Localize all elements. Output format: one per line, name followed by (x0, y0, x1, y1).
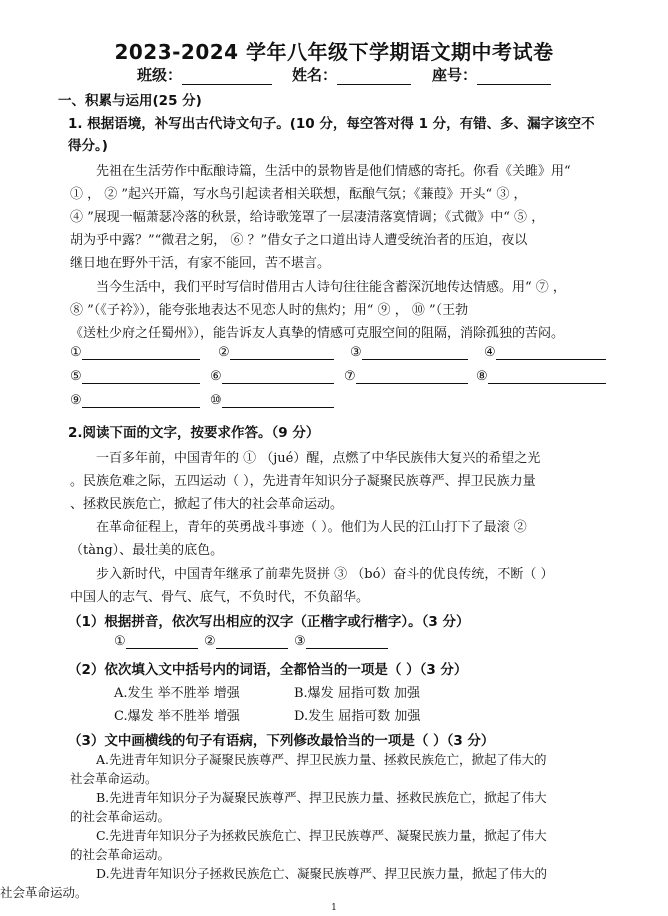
option-d-line2: 社会革命运动。 (0, 885, 88, 900)
q1-text-line: 继日地在野外干活，有家不能回，苦不堪言。 (70, 256, 331, 271)
option-a[interactable]: A.发生 举不胜举 增强 (114, 686, 240, 701)
answer-number: ② (218, 345, 230, 360)
option-b-line2: 的社会革命运动。 (70, 809, 171, 824)
q1-heading-line1: 1. 根据语境，补写出古代诗文句子。(10 分，每空答对得 1 分，有错、多、漏字该空不 (68, 116, 595, 132)
option-a-line1[interactable]: A.先进青年知识分子凝聚民族尊严、捍卫民族力量、拯救民族危亡，掀起了伟大的 (96, 752, 547, 767)
sub1-blank-1[interactable] (114, 634, 198, 649)
answer-slot-1[interactable] (70, 345, 200, 360)
q1-text-line: 胡为乎中露？”“微君之躬， ⑥ ？”借女子之口道出诗人遭受统治者的压迫，夜以 (70, 233, 528, 248)
answer-number: ① (70, 345, 82, 360)
answer-line[interactable] (216, 634, 288, 649)
answer-number: ⑨ (70, 393, 82, 408)
answer-line[interactable] (230, 345, 334, 360)
answer-line[interactable] (306, 634, 388, 649)
answer-number: ③ (350, 345, 362, 360)
q2-text-line: 在革命征程上，青年的英勇战斗事迹（ ）。他们为人民的江山打下了最滚 ② (96, 520, 527, 535)
q1-text-line: 当今生活中，我们平时写信时借用古人诗句往往能含蓄深沉地传达情感。用“ ⑦ ， (96, 280, 566, 295)
q2-sub3: （3）文中画横线的句子有语病，下列修改最恰当的一项是（ ）（3 分） (68, 733, 495, 749)
answer-number: ② (204, 634, 216, 649)
answer-line[interactable] (82, 369, 200, 384)
answer-slot-5[interactable] (70, 369, 200, 384)
answer-slot-2[interactable] (218, 345, 334, 360)
q2-sub2: （2）依次填入文中括号内的词语，全都恰当的一项是（ ）（3 分） (68, 662, 468, 678)
answer-number: ① (114, 634, 126, 649)
class-label: 班级： (137, 66, 183, 84)
name-label: 姓名： (292, 66, 338, 84)
seat-blank[interactable] (477, 70, 551, 85)
answer-number: ⑤ (70, 369, 82, 384)
q1-text-line: 先祖在生活劳作中酝酿诗篇，生活中的景物皆是他们情感的寄托。你看《关雎》用“ (96, 164, 571, 179)
answer-slot-8[interactable] (476, 369, 606, 384)
answer-number: ⑥ (210, 369, 222, 384)
q1-text-line: ① ， ② ”起兴开篇，写水鸟引起读者相关联想，酝酿气氛；《蒹葭》开头“ ③ ， (70, 187, 527, 202)
answer-line[interactable] (82, 393, 200, 408)
q1-text-line: 《送杜少府之任蜀州》），能告诉友人真挚的情感可克服空间的阻隔，消除孤独的苦闷。 (70, 326, 565, 341)
q2-text-line: 步入新时代，中国青年继承了前辈先贤拼 ③ （bó）奋斗的优良传统，不断（ ） (96, 567, 554, 582)
answer-line[interactable] (488, 369, 606, 384)
answer-slot-7[interactable] (344, 369, 468, 384)
answer-number: ⑧ (476, 369, 488, 384)
answer-line[interactable] (222, 393, 334, 408)
page-title: 2023-2024 学年八年级下学期语文期中考试卷 (114, 40, 554, 64)
seat-field (432, 64, 551, 85)
class-field (137, 64, 272, 85)
class-blank[interactable] (182, 70, 272, 85)
answer-number: ⑦ (344, 369, 356, 384)
option-d[interactable]: D.发生 屈指可数 加强 (294, 709, 421, 724)
name-field (292, 64, 411, 85)
q1-heading-line2: 得分。) (68, 138, 108, 154)
q2-sub1: （1）根据拼音，依次写出相应的汉字（正楷字或行楷字）。（3 分） (68, 614, 470, 630)
answer-slot-3[interactable] (350, 345, 468, 360)
option-b-line1[interactable]: B.先进青年知识分子为凝聚民族尊严、捍卫民族力量、拯救民族危亡，掀起了伟大 (96, 790, 547, 805)
answer-number: ④ (484, 345, 496, 360)
page-number: 1 (331, 903, 337, 913)
q1-text-line: ④ ”展现一幅萧瑟冷落的秋景，给诗歌笼罩了一层凄清落寞情调；《式微》中“ ⑤ ， (70, 210, 545, 225)
answer-line[interactable] (126, 634, 198, 649)
seat-label: 座号： (432, 66, 478, 84)
option-d-line1[interactable]: D.先进青年知识分子拯救民族危亡、凝聚民族尊严、捍卫民族力量，掀起了伟大的 (96, 866, 548, 881)
option-c[interactable]: C.爆发 举不胜举 增强 (114, 709, 240, 724)
q1-text-line: ⑧ ”（《子衿》），能夸张地表达不见恋人时的焦灼；用“ ⑨ ， ⑩ ”（王勃 (70, 303, 469, 318)
q2-text-line: 。民族危难之际，五四运动（ ），先进青年知识分子凝聚民族尊严、捍卫民族力量 (70, 474, 536, 489)
answer-number: ⑩ (210, 393, 222, 408)
section-heading: 一、积累与运用(25 分) (58, 93, 202, 109)
option-b[interactable]: B.爆发 屈指可数 加强 (294, 686, 420, 701)
answer-slot-4[interactable] (484, 345, 606, 360)
q2-text-line: 、拯救民族危亡，掀起了伟大的社会革命运动。 (70, 497, 344, 512)
answer-slot-10[interactable] (210, 393, 334, 408)
answer-line[interactable] (356, 369, 468, 384)
answer-line[interactable] (222, 369, 334, 384)
q2-text-line: 中国人的志气、骨气、底气，不负时代，不负韶华。 (70, 590, 370, 605)
name-blank[interactable] (337, 70, 411, 85)
answer-line[interactable] (496, 345, 606, 360)
q2-heading: 2.阅读下面的文字，按要求作答。（9 分） (68, 425, 320, 441)
sub1-blank-2[interactable] (204, 634, 288, 649)
answer-number: ③ (294, 634, 306, 649)
answer-line[interactable] (362, 345, 468, 360)
option-a-line2: 社会革命运动。 (70, 771, 158, 786)
option-c-line1[interactable]: C.先进青年知识分子为拯救民族危亡、捍卫民族尊严、凝聚民族力量，掀起了伟大 (96, 828, 547, 843)
answer-slot-9[interactable] (70, 393, 200, 408)
q2-text-line: 一百多年前，中国青年的 ① （jué）醒，点燃了中华民族伟大复兴的希望之光 (96, 451, 541, 466)
answer-slot-6[interactable] (210, 369, 334, 384)
q2-text-line: （tàng）、最壮美的底色。 (70, 543, 224, 558)
sub1-blank-3[interactable] (294, 634, 388, 649)
option-c-line2: 的社会革命运动。 (70, 847, 171, 862)
answer-line[interactable] (82, 345, 200, 360)
